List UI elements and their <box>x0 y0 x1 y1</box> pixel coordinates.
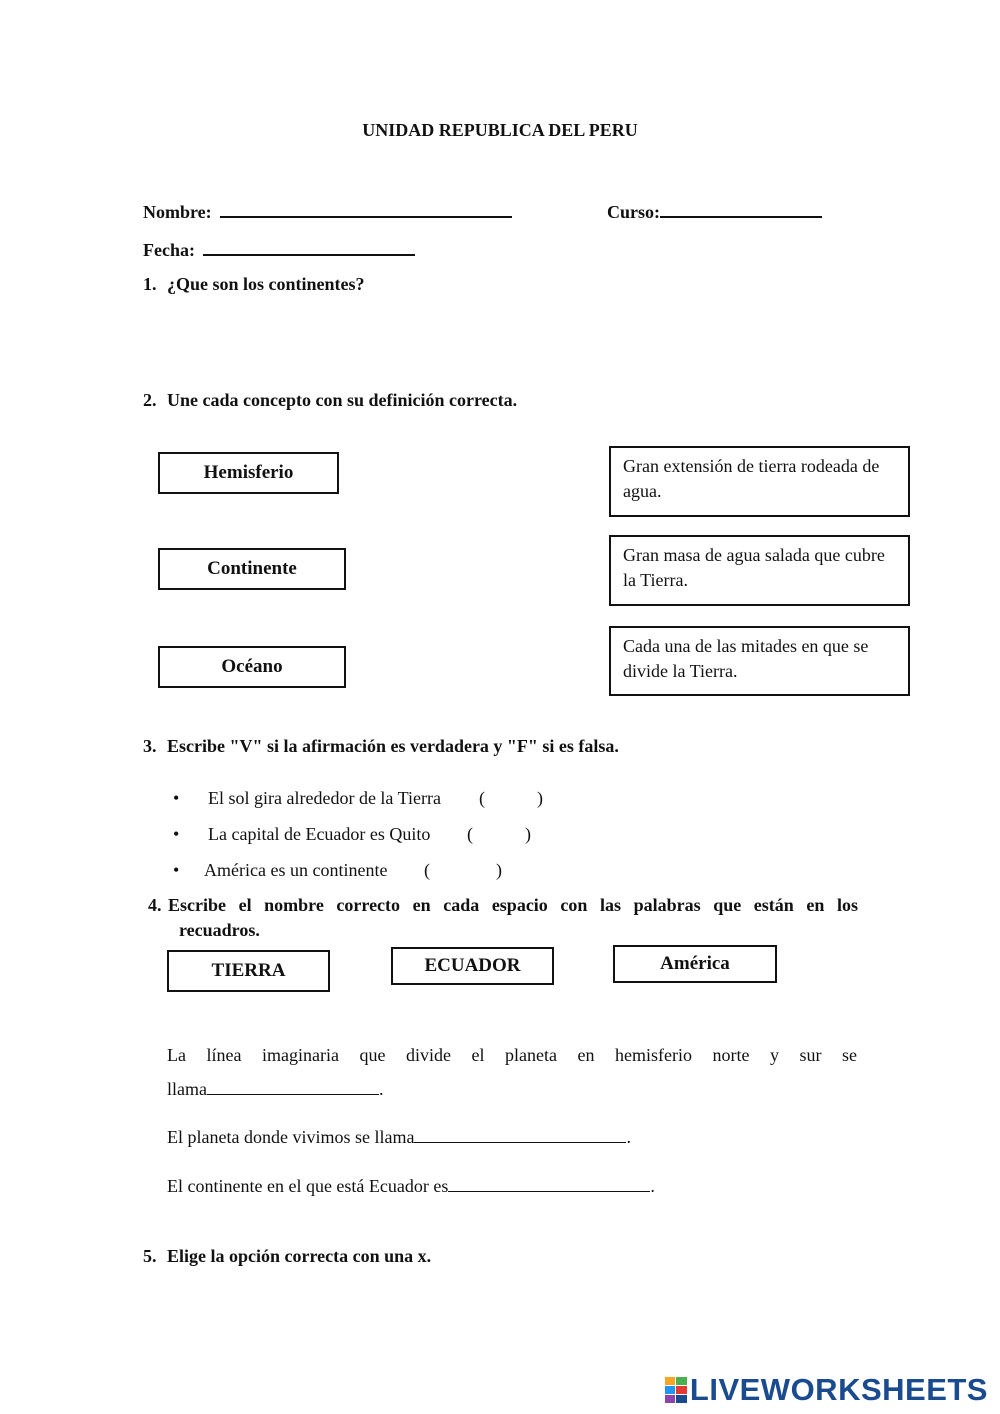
logo-mark-square <box>676 1395 687 1403</box>
question-3 <box>143 736 619 757</box>
fill-blank-3[interactable] <box>448 1176 650 1192</box>
sentence-end: . <box>626 1127 631 1147</box>
question-4-text-line1: Escribe el nombre correcto en cada espacio con las palabras que están en los <box>168 895 858 915</box>
tf-close-paren: ) <box>525 824 531 844</box>
bullet-icon: • <box>173 824 180 844</box>
tf-statement: La capital de Ecuador es Quito <box>208 824 431 844</box>
sentence-1-line1: La línea imaginaria que divide el planeta en hemisferio norte y sur se <box>167 1045 857 1065</box>
question-number: 5. <box>143 1246 157 1266</box>
sentence-end: . <box>650 1176 655 1196</box>
logo-mark-square <box>676 1377 687 1385</box>
question-text: Elige la opción correcta con una x. <box>167 1246 432 1266</box>
tf-statement: El sol gira alrededor de la Tierra <box>208 788 441 808</box>
liveworksheets-logo <box>665 1372 988 1408</box>
sentence-end: . <box>378 1079 384 1099</box>
logo-mark-square <box>665 1395 676 1403</box>
question-2 <box>143 390 517 411</box>
concept-continente[interactable]: Continente <box>158 548 346 590</box>
word-box-america[interactable]: América <box>613 945 777 983</box>
liveworksheets-mark-icon <box>665 1377 687 1403</box>
fill-blank-2[interactable] <box>414 1127 626 1143</box>
tf-open-paren: ( <box>467 824 473 844</box>
date-field <box>143 236 415 261</box>
sentence-3 <box>167 1176 655 1197</box>
sentence-text: llama <box>167 1079 207 1099</box>
tf-close-paren: ) <box>537 788 543 808</box>
tf-answer-slot[interactable] <box>479 824 523 846</box>
question-text: Une cada concepto con su definición correcta. <box>167 390 518 410</box>
course-field <box>607 198 822 223</box>
definition-1[interactable]: Gran extensión de tierra rodeada de agua. <box>609 446 910 517</box>
bullet-icon: • <box>173 860 180 880</box>
tf-answer-slot[interactable] <box>491 788 535 810</box>
word-box-tierra[interactable]: TIERRA <box>167 950 330 992</box>
bullet-icon: • <box>173 788 180 808</box>
concept-oceano[interactable]: Océano <box>158 646 346 688</box>
word-box-ecuador[interactable]: ECUADOR <box>391 947 554 985</box>
course-input-line[interactable] <box>660 198 822 218</box>
tf-open-paren: ( <box>479 788 485 808</box>
date-label: Fecha: <box>143 240 195 260</box>
logo-mark-square <box>665 1377 676 1385</box>
name-input-line[interactable] <box>220 198 512 218</box>
definition-2[interactable]: Gran masa de agua salada que cubre la Tierra. <box>609 535 910 606</box>
question-number: 1. <box>143 274 157 294</box>
logo-text: LIVEWORKSHEETS <box>689 1372 988 1407</box>
question-text: ¿Que son los continentes? <box>167 274 365 294</box>
sentence-1-line2 <box>167 1079 383 1100</box>
question-4-number: 4. <box>148 895 162 915</box>
logo-mark-square <box>676 1386 687 1394</box>
logo-mark-square <box>665 1386 676 1394</box>
tf-open-paren: ( <box>424 860 430 880</box>
question-text: Escribe "V" si la afirmación es verdadera y "F" si es falsa. <box>167 736 619 756</box>
tf-answer-slot[interactable] <box>436 860 494 882</box>
sentence-2 <box>167 1127 631 1148</box>
concept-hemisferio[interactable]: Hemisferio <box>158 452 339 494</box>
definition-3[interactable]: Cada una de las mitades en que se divide la Tierra. <box>609 626 910 696</box>
sentence-text: El continente en el que está Ecuador es <box>167 1176 449 1196</box>
question-4-text-line2: recuadros. <box>179 920 260 940</box>
tf-close-paren: ) <box>496 860 502 880</box>
name-label: Nombre: <box>143 202 212 222</box>
question-number: 2. <box>143 390 157 410</box>
course-label: Curso: <box>607 202 660 222</box>
question-5 <box>143 1246 431 1267</box>
fill-blank-1[interactable] <box>207 1079 379 1095</box>
worksheet-title: UNIDAD REPUBLICA DEL PERU <box>362 120 638 140</box>
date-input-line[interactable] <box>203 236 415 256</box>
question-1 <box>143 274 365 295</box>
question-number: 3. <box>143 736 157 756</box>
sentence-text: El planeta donde vivimos se llama <box>167 1127 415 1147</box>
name-field <box>143 198 512 223</box>
tf-statement: América es un continente <box>204 860 388 880</box>
